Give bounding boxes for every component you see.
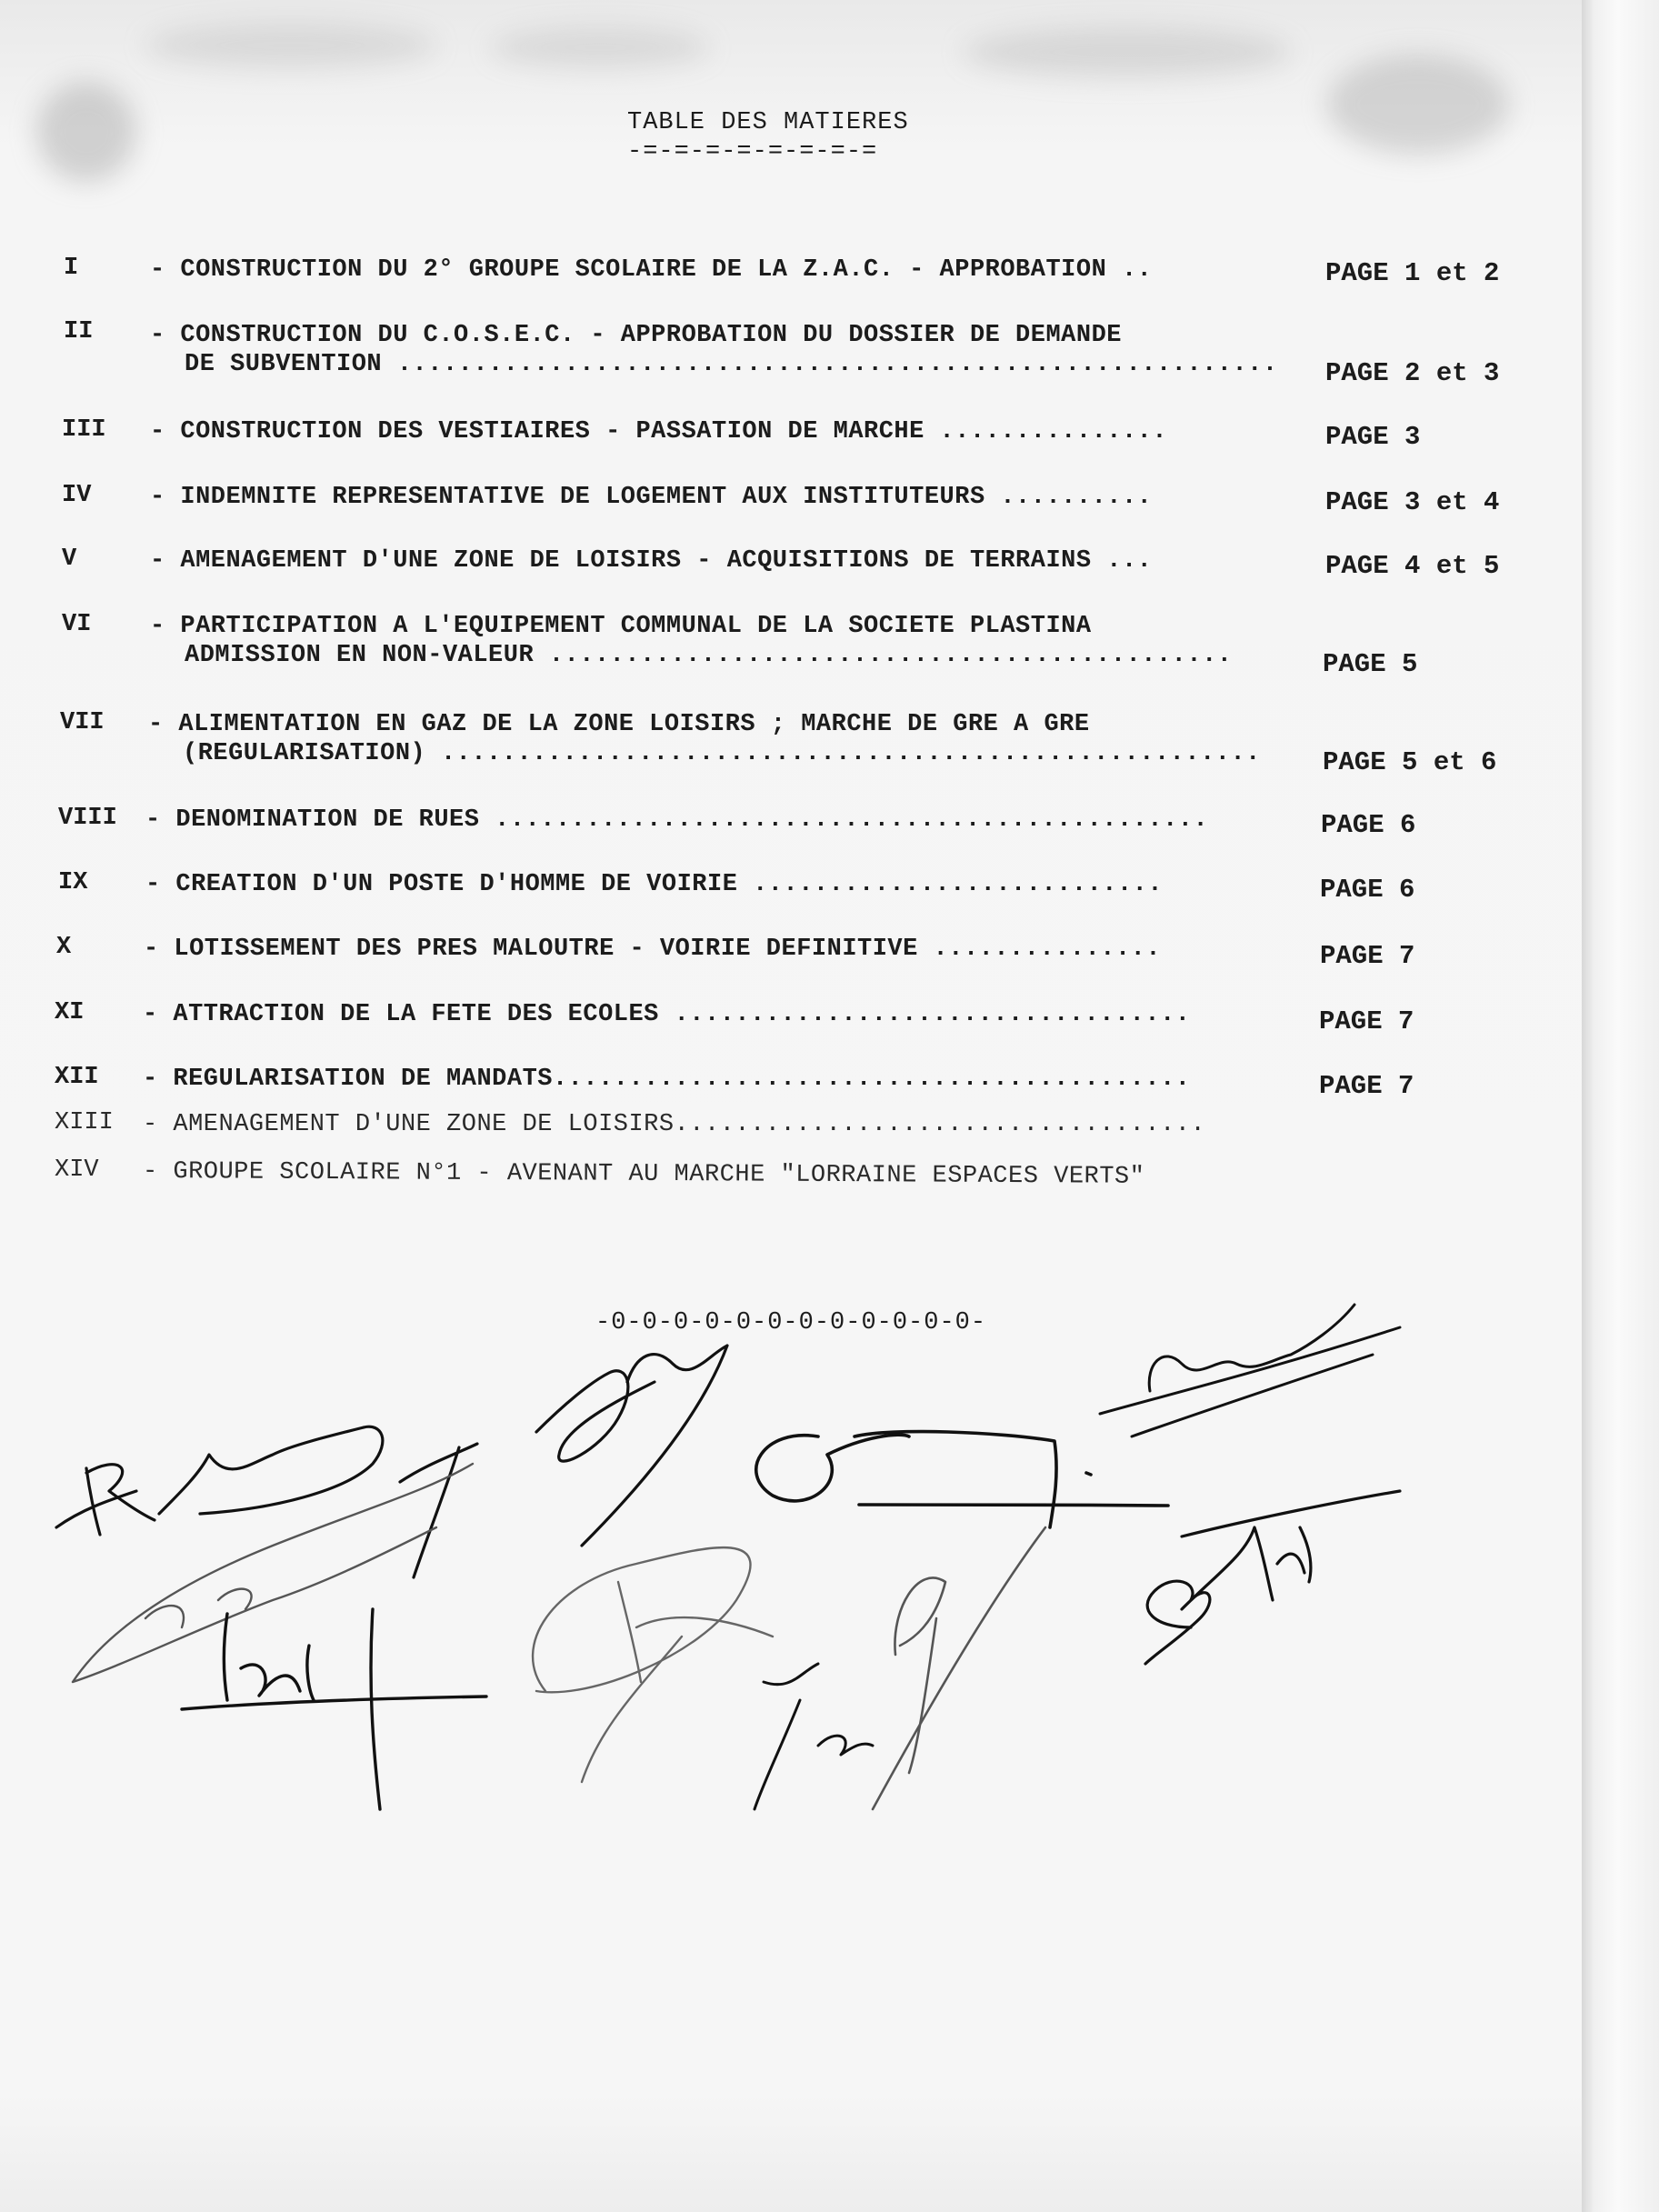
entry-page: PAGE 6	[1320, 875, 1415, 905]
entry-page: PAGE 3 et 4	[1325, 487, 1500, 517]
entry-page: PAGE 1 et 2	[1325, 258, 1500, 288]
entry-number: VIII	[58, 805, 117, 832]
entry-title-cont: DE SUBVENTION ..........................................................	[185, 351, 1278, 378]
entry-title: - CREATION D'UN POSTE D'HOMME DE VOIRIE ...........................	[145, 871, 1164, 898]
entry-title: - LOTISSEMENT DES PRES MALOUTRE - VOIRIE DEFINITIVE ...............	[144, 936, 1162, 963]
entry-number: I	[64, 255, 79, 282]
entry-title: - ATTRACTION DE LA FETE DES ECOLES ..................................	[143, 1001, 1191, 1028]
section-divider: -0-0-0-0-0-0-0-0-0-0-0-0-	[595, 1309, 987, 1336]
page-title: TABLE DES MATIERES	[627, 109, 909, 136]
entry-title: - CONSTRUCTION DES VESTIAIRES - PASSATION DE MARCHE ...............	[150, 418, 1168, 445]
entry-title: - INDEMNITE REPRESENTATIVE DE LOGEMENT AUX INSTITUTEURS ..........	[150, 484, 1153, 511]
entry-number: II	[64, 318, 94, 345]
entry-number: X	[56, 934, 72, 961]
scan-smudge	[1327, 55, 1509, 155]
entry-page: PAGE 6	[1321, 810, 1416, 840]
entry-number: XIII	[55, 1109, 114, 1136]
entry-number: XIV	[55, 1156, 99, 1184]
entry-number: IV	[62, 482, 92, 509]
entry-title: - PARTICIPATION A L'EQUIPEMENT COMMUNAL DE LA SOCIETE PLASTINA	[150, 613, 1092, 640]
entry-page: PAGE 3	[1325, 422, 1421, 452]
entry-number: VI	[62, 611, 92, 638]
entry-title: - CONSTRUCTION DU 2° GROUPE SCOLAIRE DE LA Z.A.C. - APPROBATION ..	[150, 256, 1153, 284]
scan-smudge	[36, 82, 136, 182]
entry-page: PAGE 5	[1323, 649, 1418, 679]
scan-smudge	[491, 27, 709, 68]
entry-title: - GROUPE SCOLAIRE N°1 - AVENANT AU MARCHE "LORRAINE ESPACES VERTS"	[142, 1158, 1145, 1191]
entry-page: PAGE 5 et 6	[1323, 747, 1497, 777]
entry-title: - AMENAGEMENT D'UNE ZONE DE LOISIRS...................................	[143, 1111, 1206, 1138]
entry-page: PAGE 7	[1320, 941, 1415, 971]
entry-number: V	[62, 545, 77, 573]
scan-smudge	[964, 27, 1291, 77]
entry-title-cont: ADMISSION EN NON-VALEUR .............................................	[185, 642, 1233, 669]
scan-smudge	[145, 23, 436, 68]
entry-title-cont: (REGULARISATION) ......................................................	[183, 740, 1261, 767]
entry-number: XII	[55, 1064, 99, 1091]
title-underline: -=-=-=-=-=-=-=-=	[627, 138, 878, 165]
entry-page: PAGE 2 et 3	[1325, 358, 1500, 388]
entry-number: IX	[58, 869, 88, 896]
entry-number: XI	[55, 999, 85, 1026]
entry-number: VII	[60, 709, 105, 736]
page-edge	[1582, 0, 1659, 2212]
entry-title: - ALIMENTATION EN GAZ DE LA ZONE LOISIRS ; MARCHE DE GRE A GRE	[148, 711, 1090, 738]
entry-number: III	[62, 416, 106, 444]
entry-page: PAGE 7	[1319, 1071, 1414, 1101]
entry-title: - AMENAGEMENT D'UNE ZONE DE LOISIRS - ACQUISITIONS DE TERRAINS ...	[150, 547, 1153, 575]
entry-title: - REGULARISATION DE MANDATS..........................................	[143, 1066, 1191, 1093]
entry-title: - CONSTRUCTION DU C.O.S.E.C. - APPROBATION DU DOSSIER DE DEMANDE	[150, 322, 1122, 349]
entry-page: PAGE 4 et 5	[1325, 551, 1500, 581]
entry-page: PAGE 7	[1319, 1006, 1414, 1036]
entry-title: - DENOMINATION DE RUES ...............................................	[145, 806, 1209, 834]
